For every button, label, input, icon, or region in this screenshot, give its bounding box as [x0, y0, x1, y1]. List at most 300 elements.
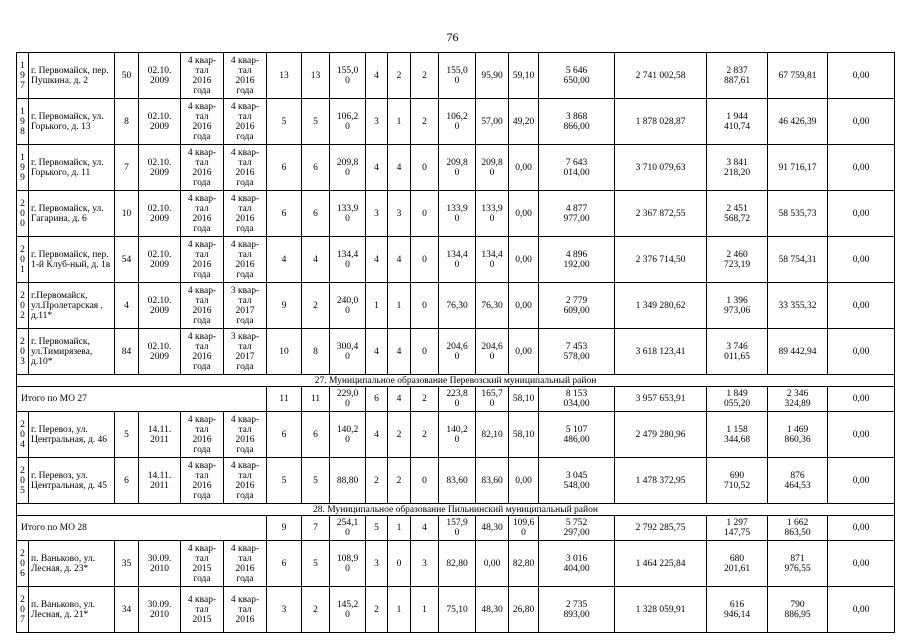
cell-c8: [302, 387, 330, 412]
cell-c14: [476, 587, 509, 633]
cell-c5: [181, 191, 224, 237]
cell-c4: [139, 237, 181, 283]
cell-c14: [476, 99, 509, 145]
cell-c16: [539, 237, 615, 283]
cell-text: 2 735 893,00: [563, 599, 590, 620]
cell-text: 7 453 578,00: [563, 341, 590, 362]
cell-c4: [139, 541, 181, 587]
cell-text: 2 0 4: [20, 419, 25, 450]
cell-c6: [224, 99, 267, 145]
cell-c9: [330, 145, 366, 191]
cell-text: 204,6 0: [446, 341, 468, 362]
cell-c18: [707, 329, 768, 375]
cell-c19: [768, 587, 828, 633]
cell-text: 4 квар- тал 2016 года: [230, 101, 260, 142]
cell-text: 5: [313, 475, 318, 486]
cell-num: [17, 53, 29, 99]
cell-text: 3 746 011,65: [724, 341, 750, 362]
cell-c13: [439, 329, 476, 375]
cell-text: 1: [396, 116, 402, 127]
cell-text: 84: [121, 346, 132, 357]
cell-c19: [768, 329, 828, 375]
cell-num: [17, 587, 29, 633]
cell-c15: [509, 145, 539, 191]
cell-text: 54: [121, 254, 132, 265]
cell-text: 690 710,52: [723, 470, 751, 491]
cell-c6: [224, 587, 267, 633]
cell-text: 4: [396, 254, 402, 265]
cell-text: 3 016 404,00: [563, 553, 590, 574]
cell-text: 91 716,17: [778, 162, 817, 173]
cell-c13: [439, 145, 476, 191]
cell-c14: [476, 237, 509, 283]
cell-c6: [224, 191, 267, 237]
cell-text: 1: [396, 523, 402, 533]
cell-c17: [615, 458, 707, 504]
cell-text: 4 квар- тал 2016 года: [187, 55, 217, 96]
cell-c9: [330, 99, 366, 145]
cell-text: 133,9 0: [481, 203, 503, 224]
cell-text: г. Первомайск, ул. Гагарина, д. 6: [31, 203, 104, 224]
cell-c3: [115, 145, 139, 191]
cell-text: 0: [422, 254, 427, 265]
cell-c10: [366, 329, 388, 375]
cell-text: 300,4 0: [336, 341, 359, 362]
cell-c9: [330, 283, 366, 329]
cell-c16: [539, 99, 615, 145]
cell-text: 1 158 344,68: [723, 424, 751, 445]
cell-text: 0,00: [515, 254, 532, 265]
cell-text: 3 квар- тал 2017 года: [230, 331, 260, 372]
cell-text: 7 643 014,00: [563, 157, 590, 178]
cell-text: 30.09. 2010: [147, 599, 172, 620]
cell-c17: [615, 329, 707, 375]
cell-c20: [828, 283, 895, 329]
cell-text: 2: [396, 70, 402, 81]
table-row: [17, 329, 895, 375]
cell-text: 0,00: [852, 429, 870, 440]
cell-c16: [539, 412, 615, 458]
cell-c20: [828, 237, 895, 283]
cell-text: 4: [396, 394, 402, 404]
cell-text: 4 квар- тал 2016 года: [187, 331, 217, 372]
cell-text: 14.11. 2011: [147, 470, 172, 491]
cell-text: 13: [279, 70, 289, 81]
cell-c13: [439, 191, 476, 237]
cell-text: 108,9 0: [336, 553, 359, 574]
cell-text: 4: [374, 254, 379, 265]
cell-c8: [302, 145, 330, 191]
cell-text: 0: [422, 208, 427, 219]
cell-c10: [366, 516, 388, 541]
cell-text: 4: [124, 300, 129, 311]
cell-c16: [539, 329, 615, 375]
cell-text: 0,00: [515, 475, 532, 486]
cell-text: 0,00: [852, 394, 870, 404]
cell-text: г. Перевоз, ул. Центральная, д. 45: [31, 470, 108, 491]
cell-text: 0,00: [852, 162, 870, 173]
cell-c15: [509, 587, 539, 633]
cell-c10: [366, 53, 388, 99]
table-row: [17, 237, 895, 283]
cell-c18: [707, 237, 768, 283]
housing-program-table: [16, 52, 895, 633]
cell-c4: [139, 145, 181, 191]
cell-text: 229,0 0: [336, 389, 359, 409]
cell-c7: [267, 145, 302, 191]
cell-text: 26,80: [512, 604, 535, 615]
cell-address: [29, 99, 115, 145]
cell-text: 2 376 714,50: [635, 254, 686, 265]
cell-c3: [115, 283, 139, 329]
cell-text: 0: [422, 300, 427, 311]
cell-c11: [388, 283, 411, 329]
cell-text: 75,10: [446, 604, 468, 615]
cell-text: 155,0 0: [446, 65, 468, 86]
cell-text: 680 201,61: [723, 553, 751, 574]
cell-c10: [366, 541, 388, 587]
cell-c18: [707, 587, 768, 633]
cell-text: 4 877 977,00: [563, 203, 590, 224]
cell-text: 0,00: [852, 116, 870, 127]
cell-c17: [615, 587, 707, 633]
cell-c10: [366, 387, 388, 412]
cell-text: 11: [310, 394, 321, 404]
cell-text: 2: [422, 70, 427, 81]
cell-c15: [509, 237, 539, 283]
cell-c16: [539, 283, 615, 329]
cell-c8: [302, 191, 330, 237]
cell-text: 5: [313, 558, 318, 569]
cell-c8: [302, 541, 330, 587]
cell-text: 89 442,94: [778, 346, 817, 357]
cell-text: 4 квар- тал 2016 года: [187, 239, 217, 280]
cell-c10: [366, 237, 388, 283]
cell-c16: [539, 458, 615, 504]
cell-c5: [181, 237, 224, 283]
cell-c12: [411, 458, 439, 504]
cell-text: 2 779 609,00: [563, 295, 590, 316]
cell-c10: [366, 458, 388, 504]
cell-text: 6: [374, 394, 379, 404]
cell-text: 4 квар- тал 2015 года: [187, 543, 217, 584]
cell-text: 8 153 034,00: [563, 389, 590, 409]
cell-c11: [388, 387, 411, 412]
cell-c8: [302, 99, 330, 145]
cell-c11: [388, 516, 411, 541]
cell-text: 3 710 079,63: [635, 162, 686, 173]
cell-address: [29, 145, 115, 191]
cell-c17: [615, 516, 707, 541]
cell-c15: [509, 458, 539, 504]
cell-text: 4 квар- тал 2016 года: [230, 543, 260, 584]
cell-text: 1 878 028,87: [635, 116, 686, 127]
cell-c13: [439, 53, 476, 99]
cell-text: 02.10. 2009: [147, 157, 172, 178]
cell-c15: [509, 99, 539, 145]
cell-text: 8: [124, 116, 129, 127]
cell-text: 02.10. 2009: [147, 249, 172, 270]
cell-text: 209,8 0: [481, 157, 503, 178]
cell-c20: [828, 53, 895, 99]
cell-c17: [615, 53, 707, 99]
cell-c12: [411, 412, 439, 458]
cell-c12: [411, 99, 439, 145]
cell-c19: [768, 458, 828, 504]
cell-text: 10: [279, 346, 289, 357]
cell-text: 0,00: [852, 254, 870, 265]
cell-c16: [539, 53, 615, 99]
cell-c13: [439, 237, 476, 283]
cell-text: 83,60: [446, 475, 468, 486]
cell-c6: [224, 237, 267, 283]
cell-c12: [411, 387, 439, 412]
cell-c5: [181, 53, 224, 99]
cell-c6: [224, 145, 267, 191]
cell-c14: [476, 541, 509, 587]
cell-c12: [411, 587, 439, 633]
cell-text: 871 976,55: [784, 553, 811, 574]
cell-text: 2 0 0: [20, 198, 25, 229]
cell-text: 5: [281, 116, 287, 127]
cell-c19: [768, 237, 828, 283]
cell-text: 6: [313, 429, 318, 440]
cell-c8: [302, 329, 330, 375]
cell-text: 5: [281, 475, 287, 486]
cell-text: 790 886,95: [784, 599, 811, 620]
cell-text: 4 квар- тал 2016 года: [187, 285, 217, 326]
cell-c16: [539, 191, 615, 237]
cell-c9: [330, 412, 366, 458]
cell-text: 4: [396, 162, 402, 173]
cell-text: 2 367 872,55: [635, 208, 686, 219]
cell-c13: [439, 587, 476, 633]
cell-text: 57,00: [481, 116, 503, 127]
cell-c18: [707, 458, 768, 504]
cell-text: Итого по МО 27: [21, 394, 87, 404]
cell-c13: [439, 387, 476, 412]
table-row: [17, 53, 895, 99]
cell-c18: [707, 387, 768, 412]
cell-c20: [828, 329, 895, 375]
cell-text: 0: [422, 162, 427, 173]
cell-text: 7: [124, 162, 129, 173]
cell-c7: [267, 53, 302, 99]
cell-text: 6: [313, 162, 318, 173]
cell-text: 240,0 0: [336, 295, 359, 316]
cell-text: 4 квар- тал 2016 года: [230, 147, 260, 188]
cell-c13: [439, 99, 476, 145]
cell-text: 2 837 887,61: [723, 65, 751, 86]
cell-c14: [476, 191, 509, 237]
cell-c7: [267, 191, 302, 237]
cell-c18: [707, 99, 768, 145]
cell-c10: [366, 283, 388, 329]
cell-text: 4: [374, 346, 379, 357]
cell-text: 1 349 280,62: [635, 300, 686, 311]
cell-c7: [267, 387, 302, 412]
cell-c15: [509, 412, 539, 458]
cell-c12: [411, 541, 439, 587]
cell-c5: [181, 587, 224, 633]
cell-c18: [707, 191, 768, 237]
cell-c5: [181, 329, 224, 375]
cell-c12: [411, 191, 439, 237]
cell-text: 2 451 568,72: [723, 203, 751, 224]
cell-text: 3 841 218,20: [723, 157, 751, 178]
cell-c9: [330, 458, 366, 504]
subtotal-row: [17, 516, 895, 541]
cell-text: 209,8 0: [336, 157, 359, 178]
cell-text: 204,6 0: [481, 341, 503, 362]
cell-text: 0: [422, 346, 427, 357]
cell-c6: [224, 329, 267, 375]
cell-c9: [330, 53, 366, 99]
cell-c9: [330, 329, 366, 375]
cell-text: 6: [281, 429, 287, 440]
cell-c3: [115, 329, 139, 375]
cell-text: 3 квар- тал 2017 года: [230, 285, 260, 326]
cell-text: г.Первомайск, ул.Пролетарская , д.11*: [31, 290, 103, 321]
cell-c4: [139, 191, 181, 237]
cell-num: [17, 191, 29, 237]
table-row: [17, 541, 895, 587]
cell-c3: [115, 458, 139, 504]
cell-text: 616 946,14: [723, 599, 751, 620]
cell-c14: [476, 283, 509, 329]
cell-text: 1 396 973,06: [723, 295, 751, 316]
cell-text: 28. Муниципальное образование Пильнинский муниципальный район: [313, 504, 598, 515]
cell-c17: [615, 145, 707, 191]
cell-text: 4 квар- тал 2016: [230, 594, 260, 625]
cell-num: [17, 458, 29, 504]
cell-text: 2: [422, 394, 427, 404]
cell-address: [29, 587, 115, 633]
cell-num: [17, 99, 29, 145]
cell-text: 5 107 486,00: [563, 424, 590, 445]
cell-text: 3 618 123,41: [635, 346, 686, 357]
cell-c10: [366, 99, 388, 145]
cell-text: 1 328 059,91: [635, 604, 686, 615]
cell-text: 34: [121, 604, 132, 615]
cell-c17: [615, 237, 707, 283]
cell-c11: [388, 412, 411, 458]
cell-text: 1 478 372,95: [635, 475, 686, 486]
cell-c10: [366, 191, 388, 237]
cell-address: [29, 53, 115, 99]
cell-text: 1 849 055,20: [723, 389, 751, 409]
cell-text: 7: [313, 523, 318, 533]
cell-c20: [828, 458, 895, 504]
cell-c13: [439, 541, 476, 587]
table-row: [17, 145, 895, 191]
cell-c19: [768, 283, 828, 329]
cell-text: 13: [310, 70, 321, 81]
cell-c5: [181, 412, 224, 458]
cell-text: 4 квар- тал 2016 года: [230, 414, 260, 455]
cell-text: 2 0 1: [20, 244, 25, 275]
cell-c4: [139, 329, 181, 375]
cell-text: 49,20: [512, 116, 535, 127]
cell-text: 0,00: [852, 523, 870, 533]
cell-text: п. Ваньково, ул. Лесная, д. 23*: [31, 553, 96, 574]
cell-text: 223,8 0: [446, 389, 468, 409]
cell-text: 6: [124, 475, 129, 486]
cell-text: 4 квар- тал 2016 года: [187, 147, 217, 188]
cell-c15: [509, 283, 539, 329]
cell-text: 1: [396, 300, 402, 311]
cell-c17: [615, 283, 707, 329]
cell-c19: [768, 541, 828, 587]
cell-c13: [439, 283, 476, 329]
cell-c9: [330, 191, 366, 237]
cell-text: 10: [121, 208, 132, 219]
cell-text: г. Первомайск, ул. Горького, д. 11: [31, 157, 104, 178]
cell-c20: [828, 99, 895, 145]
cell-text: 88,80: [336, 475, 359, 486]
section-header-row: [17, 375, 895, 387]
cell-c11: [388, 458, 411, 504]
cell-text: 4 квар- тал 2016 года: [187, 193, 217, 234]
cell-text: г. Первомайск, пер. 1-й Клуб-ный, д. 1в: [31, 249, 111, 270]
cell-c20: [828, 191, 895, 237]
cell-text: 5 646 650,00: [563, 65, 590, 86]
cell-c4: [139, 99, 181, 145]
cell-c14: [476, 458, 509, 504]
cell-text: 1 469 860,36: [784, 424, 811, 445]
cell-c10: [366, 412, 388, 458]
cell-c17: [615, 387, 707, 412]
cell-text: 4 квар- тал 2016 года: [187, 460, 217, 501]
cell-text: 0,00: [515, 300, 532, 311]
cell-c9: [330, 587, 366, 633]
cell-text: 9: [281, 523, 287, 533]
cell-c20: [828, 516, 895, 541]
cell-c8: [302, 283, 330, 329]
cell-c7: [267, 99, 302, 145]
cell-text: 140,2 0: [446, 424, 468, 445]
cell-c18: [707, 145, 768, 191]
cell-text: 4: [396, 346, 402, 357]
cell-text: 3 868 866,00: [563, 111, 590, 132]
cell-c17: [615, 541, 707, 587]
cell-text: 0,00: [852, 604, 870, 615]
cell-text: г. Перевоз, ул. Центральная, д. 46: [31, 424, 108, 445]
cell-c13: [439, 458, 476, 504]
cell-text: 9: [281, 300, 287, 311]
cell-text: 2 460 723,19: [723, 249, 751, 270]
cell-c11: [388, 237, 411, 283]
cell-c15: [509, 53, 539, 99]
cell-text: 5 752 297,00: [563, 518, 590, 538]
cell-text: 58,10: [512, 429, 535, 440]
cell-text: 02.10. 2009: [147, 65, 172, 86]
cell-text: 1: [374, 300, 379, 311]
cell-num: [17, 145, 29, 191]
cell-c20: [828, 387, 895, 412]
cell-c14: [476, 145, 509, 191]
cell-c10: [366, 587, 388, 633]
cell-c4: [139, 412, 181, 458]
cell-c9: [330, 237, 366, 283]
cell-c14: [476, 53, 509, 99]
cell-c9: [330, 541, 366, 587]
cell-text: 02.10. 2009: [147, 341, 172, 362]
cell-text: 2 0 2: [20, 290, 25, 321]
cell-text: 4 квар- тал 2016 года: [230, 239, 260, 280]
cell-text: г. Первомайск, ул. Горького, д. 13: [31, 111, 104, 132]
cell-text: 30.09. 2010: [147, 553, 172, 574]
